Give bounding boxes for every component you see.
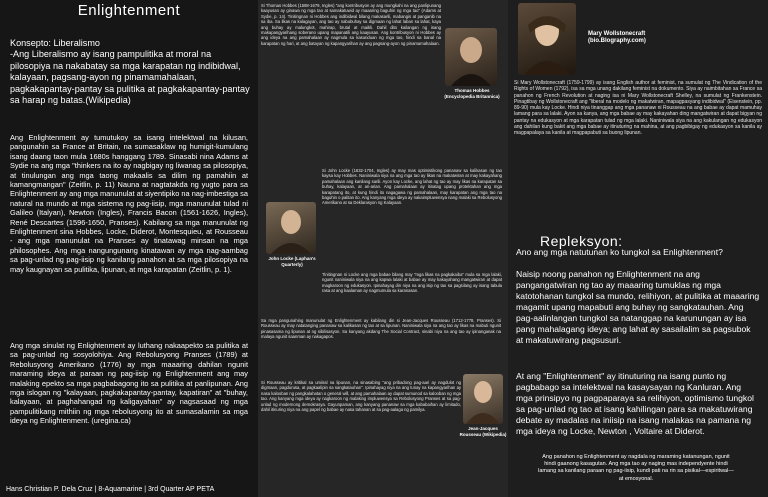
reflection-paragraph-1: Naisip noong panahon ng Enlightenment na ang pangangatwiran ng tao ay maaaring tumuklas ng mga katotohanan tungkol sa mundo, relihiyon, at pulitika at maaaring magamit upang mapabuti ang buhay ng sangkatauhan. Ang pag-aalinlangan tungkol sa natanggap na karunungan ay isa pang mahalagang ideya; ang lahat ay sasailalim sa pagsubok at makatuwirang pagsusuri. <box>516 269 760 345</box>
reflection-paragraph-3: Ang panahon ng Enlightenment ay nagdala ng maraming katanungan, ngunit hindi gaanong kasagutan. Ang mga tao ay naging mas independyente hindi lamang sa kanilang paraan ng pag-iisip, kundi pati na rin sa pisikal—espiritwal—at emosyonal. <box>538 454 734 482</box>
hobbes-portrait-icon <box>445 28 497 86</box>
locke-text: Si John Locke (1632-1704, Ingles) ay may mas optimistikong pananaw sa kalikasan ng tao kaysa kay Hobbes. Naniniwala siya na ang mga tao ay likas na makatwiran at may kakayahang pamahalaan ang kanilang sarili. Ayon kay Locke, ang lahat ng tao ay may likas na karapatan sa buhay, kalayaan, at ari-arian. Ang pamahalaan ay itinatag upang protektahan ang mga karapatang ito, at kung hindi ito nagagawa ng pamahalaan, may karapatan ang mga tao na baguhin o palitan ito. Ang kanyang mga ideya ay nakaimpluwensya nang malaki sa Rebolusyong Amerikano at sa Deklarasyon ng Kalayaan. <box>322 168 502 206</box>
rousseau-text: Si Rousseau ay kritikal sa umiiral na lipunan, na sinasabing "ang pribadong pag-aari ay nagdulot ng digmaan, pagdurusa, at pagkaalipin sa sangkatauhan". Ipinahayag niya na ang tunay na kapangyarihan ay nasa kalooban ng pangkalahatan o general will, at ang pamahalaan ay dapat sumunod sa kalooban ng mga tao. Ang kanyang mga ideya ay nagkaroon ng malaking impluwensya sa Rebolusyong Pranses at sa pag-unlad ng modernong demokrasya. Gayunpaman, ang kanyang pananaw sa mga kababaihan ay limitado, dahil itinuring niya na ang papel ng babae ay nasa tahanan at sa pag-aalaga ng pamilya. <box>261 380 461 413</box>
locke-caption: John Locke (Laphan's Quarterly) <box>268 256 316 267</box>
hobbes-caption: Thomas Hobbes (Encyclopedia Britannica) <box>444 88 500 99</box>
page-title: Enlightenment <box>77 2 181 19</box>
reflection-paragraph-2: At ang "Enlightenment" ay itinuturing na isang punto ng pagbabago sa intelektwal na kasaysayan ng Kanluran. Ang mga prinsipyo ng pagpaparaya sa relihiyon, optimismo tungkol sa pag-unlad ng tao at isang kahilingan para sa makatuwirang debate ay madalas na iniisip na isang malakas na pamana ng mga ideya ng Locke, Newton , Voltaire at Diderot. <box>516 371 754 436</box>
enlightenment-intro: Ang Enlightenment ay tumutukoy sa isang intelektwal na kilusan, pangunahin sa France at Britain, na sumasaklaw ng humigit-kumulang isang daang taon mula 1680s hanggang 1789. Sinasabi nina Adams at Sydie na ang mga "thinkers na ito ay nagbigay ng liwanag sa pilosopiya, at tinulungan ang mga taong makaalis sa dilim ng pamahiin at kamangmangan" (Zeitlin, p. 11) Nauna at nagtatakda ng yugto para sa Enlightenment ay ang mga manunulat at siyentipiko na nag-imbestiga sa natural na mundo at mga sistema ng pag-iisip, mga manunulat tulad ni Galileo (Italyan), Newton (Ingles), Francis Bacon (1561-1626, Ingles), René Descartes (1596-1650, Pranses). Kabilang sa mga manunulat ng Enlightenment sina Hobbes, Locke, Diderot, Montesquieu, at Rousseau - ang mga manunulat na Pranses ay tinatawag minsan na mga philosophes. Ang mga nangungunang kinatawan ay mga nag-aambag sa pag-unlad ng pag-iisip ng kanilang panahon at sa mga pilosopiya na may kaugnayan sa pulitika, lipunan, at mga karapatan (Zeitlin, p. 1). <box>10 133 248 274</box>
locke-portrait-icon <box>266 202 316 254</box>
reflection-question: Ano ang mga natutunan ko tungkol sa Enlightenment? <box>516 247 723 257</box>
author-footer: Hans Christian P. Dela Cruz | 8-Aquamarine | 3rd Quarter AP PETA <box>6 486 215 493</box>
rousseau-caption: Jean-Jacques Rousseau (Wikipedia) <box>459 426 507 437</box>
concept-definition: Konsepto: Liberalismo -Ang Liberalismo ay isang pampulitika at moral na pilosopiya na nakabatay sa mga karapatan ng indibidwal, kalayaan, pagsang-ayon ng pinamamahalaan, pagkakapantay-pantay sa pulitika at pagkakapantay-pantay sa harap ng batas.(Wikipedia) <box>10 38 250 106</box>
wollstonecraft-caption: Mary Wollstonecraft (bio.Blography.com) <box>588 31 646 44</box>
reflection-title: Repleksyon: <box>540 233 623 249</box>
enlightenment-effects: Ang mga sinulat ng Enlightenment ay luthang nakaapekto sa pulitika at sa pag-unlad ng sosyolohiya. Ang Rebolusyong Pranses (1789) at Rebolusyong Amerikano (1776) ay mga maaaring dahilan ngunit maraming ideya at paraan ng pag-iisip ng Enlightenment ang may malaking epekto sa mga pagbabagong ito sa pulitika at panlipunan. Ang mga islogan ng "kalayaan, pagkakapantay-pantay, kapatiran" at "buhay, kalayaan, at paghahangad ng kaligayahan" ay nagsasaad ng mga pampulitikang mithiin ng mga rebolusyong ito at sumasalamin sa mga ideya ng Enlightenment. (uregina.ca) <box>10 341 248 426</box>
rousseau-portrait-icon <box>463 374 503 424</box>
rousseau-intro-text: Sa mga pangunahing manunulat ng Enlightenment ay kabilang din si Jean-Jacques Rousseau (1712-1778, Pranses). Si Rousseau ay may natatanging pananaw sa kalikasan ng tao at sa lipunan. Naniniwala siya na ang tao ay likas na mabuti ngunit pinasasama ng lipunan at ng sibilisasyon. Sa kanyang akdang The Social Contract, sinabi niya na ang tao ay ipinanganak na malaya ngunit saanman ay nakagapos. <box>261 318 501 340</box>
hobbes-text: Si Thomas Hobbes (1588-1679, Ingles) "ang kontribusyon ay ang mungkahi na ang panlipunang kaayusan ay ginawa ng mga tao at samakatuwid ay maaaring baguhin ng mga tao" (Adams at Sydie, p. 14). Tinitingnan ni Hobbes ang indibidwal bilang makasarili, mabangis at panganib na sa iba. Sa likas na kalagayan, ang tao ay nabubuhay sa digmaan ng lahat laban sa lahat, kaya ang buhay ay malungkot, mahirap, brutal at maikli. Dahil dito kailangan ng isang makapangyarihang soberano upang mapanatili ang kaayusan. Ang kontribusyon ni Hobbes ay ang ideya na ang pamahalaan ay nagmula sa kasunduan ng mga tao, hindi sa banal na karapatan ng hari, at ang batayan ng kapangyarihan ay ang pagsang-ayon ng pinamamahalaan. <box>261 3 441 46</box>
wollstonecraft-portrait-icon <box>518 3 576 75</box>
locke-women-text: Tinitingnan ni Locke ang mga babae bilang may "mga likas na pagkakaiba" mula sa mga lalaki, ngunit naniniwala siya na ang kapwa lalaki at babae ay may kakayahang mangatwiran at dapat magkaroon ng edukasyon. Ipinahayag din niya na ang isip ng tao sa pagsilang ay isang tabula rasa at ang kaalaman ay nagmumula sa karanasan. <box>322 272 502 294</box>
wollstonecraft-text: Si Mary Wollstonecraft (1759-1799) ay isang English author at feminist, na sumulat ng The Vindication of the Rights of Women (1792), isa sa mga unang dakilang feminist na dokumento. Siya ay naimbitahan sa France sa panahon ng French Revolution at naging isa ni Mary Wollstonecraft Shelley, na sumulat ng Frankenstein. Pinagtibay ng Wollstonecraft ang "liberal na modelo ng makatwiran, mapagpasyang indibidwal" (Eisenstein, pp. 89-90) mula kay Locke. Hindi niya tinanggap ang mga pananaw ni Rousseau na ang babae ay dapat mamuhay lamang para sa lalaki. Ayon sa kanya, ang mga babae ay may kakayahan ding mangatwiran at dapat bigyan ng pantay na edukasyon at mga karapatan tulad ng mga lalaki. Naniniwala siya na ang kakulangan ng edukasyon ang dahilan kung bakit ang mga babae ay itinuturing na mahina, at ang pagbibigay ng edukasyon sa kanila ay magpapalaya sa kanila at magpapabuti sa buong lipunan. <box>514 80 762 137</box>
